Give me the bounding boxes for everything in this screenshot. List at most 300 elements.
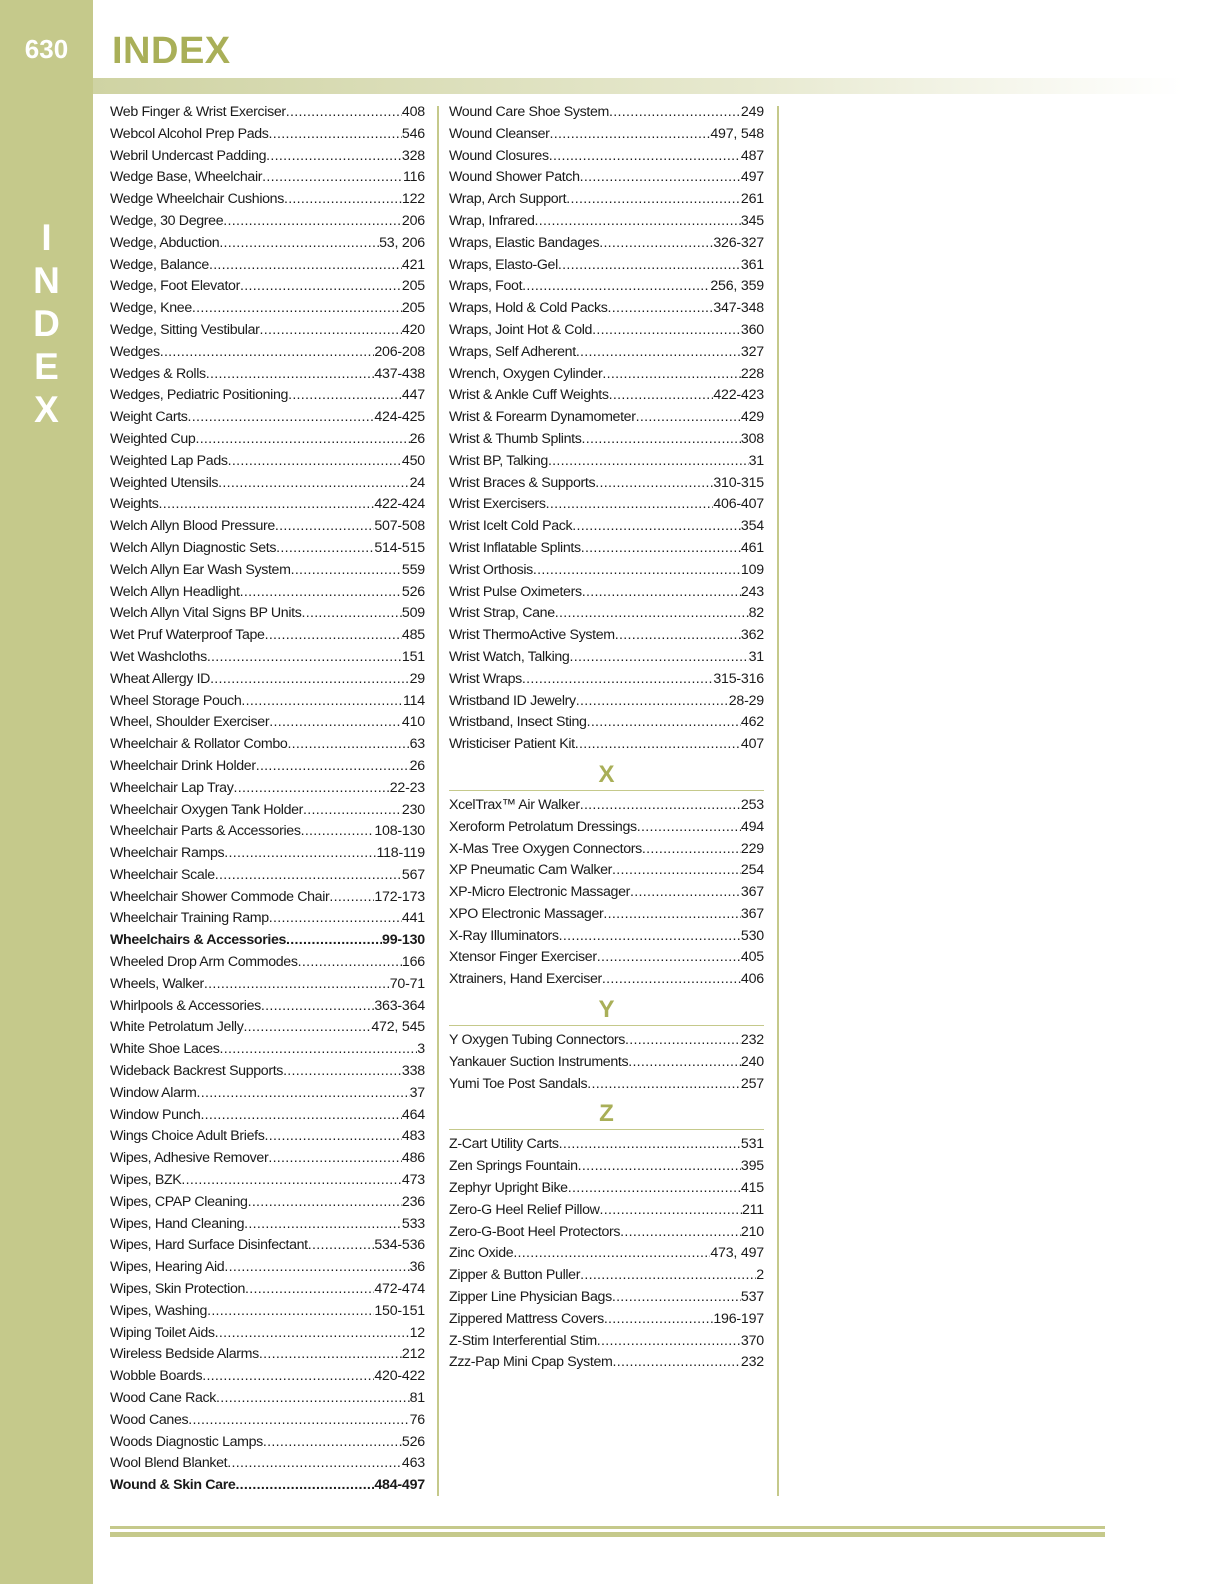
entry-page: 166 bbox=[401, 954, 425, 971]
dot-leader bbox=[256, 758, 410, 774]
entry-name: Webril Undercast Padding bbox=[110, 147, 267, 164]
index-column-2 bbox=[449, 104, 764, 1376]
entry-page: 31 bbox=[748, 452, 764, 469]
entry-page: 395 bbox=[740, 1158, 764, 1175]
index-entry bbox=[449, 584, 764, 606]
entry-name: Wipes, Skin Protection bbox=[110, 1281, 246, 1298]
entry-name: Wood Cane Rack bbox=[110, 1390, 217, 1407]
entry-page: 546 bbox=[401, 125, 425, 142]
index-entry bbox=[449, 671, 764, 693]
entry-name: Wood Canes bbox=[110, 1411, 189, 1428]
dot-leader bbox=[301, 605, 401, 621]
dot-leader bbox=[533, 562, 741, 578]
dot-leader bbox=[615, 627, 741, 643]
entry-name: Wrist Icelt Cold Pack bbox=[449, 518, 573, 535]
entry-page: 473, 497 bbox=[710, 1245, 764, 1262]
index-entry bbox=[449, 714, 764, 736]
entry-name: Weighted Cup bbox=[110, 430, 196, 447]
entry-page: 485 bbox=[401, 627, 425, 644]
entry-name: Wraps, Elastic Bandages bbox=[449, 234, 600, 251]
entry-page: 150-151 bbox=[374, 1302, 425, 1319]
entry-page: 63 bbox=[409, 736, 425, 753]
entry-name: Zephyr Upright Bike bbox=[449, 1180, 568, 1197]
entry-page: 567 bbox=[401, 866, 425, 883]
index-entry bbox=[110, 344, 425, 366]
index-entry bbox=[110, 1303, 425, 1325]
entry-page: 472, 545 bbox=[371, 1019, 425, 1036]
dot-leader bbox=[269, 714, 402, 730]
index-entry bbox=[449, 841, 764, 863]
entry-page: 406-407 bbox=[713, 496, 764, 513]
dot-leader bbox=[235, 1477, 374, 1493]
entry-name: Zippered Mattress Covers bbox=[449, 1310, 604, 1327]
dot-leader bbox=[215, 867, 402, 883]
dot-leader bbox=[204, 976, 390, 992]
entry-name: Wool Blend Blanket bbox=[110, 1455, 228, 1472]
index-entry bbox=[110, 1325, 425, 1347]
entry-page: 257 bbox=[740, 1075, 764, 1092]
entry-name: Wedge, Sitting Vestibular bbox=[110, 321, 260, 338]
dot-leader bbox=[227, 1455, 402, 1471]
index-entry bbox=[110, 1434, 425, 1456]
entry-name: Yankauer Suction Instruments bbox=[449, 1053, 629, 1070]
entry-page: 537 bbox=[740, 1289, 764, 1306]
dot-leader bbox=[223, 213, 402, 229]
index-entry bbox=[110, 649, 425, 671]
dot-leader bbox=[550, 126, 711, 142]
dot-leader bbox=[207, 649, 402, 665]
index-entry bbox=[110, 1412, 425, 1434]
index-entry bbox=[110, 627, 425, 649]
entry-name: Wedge Wheelchair Cushions bbox=[110, 191, 284, 208]
dot-leader bbox=[301, 823, 375, 839]
index-entry bbox=[110, 453, 425, 475]
dot-leader bbox=[609, 104, 741, 120]
entry-name: Weights bbox=[110, 496, 159, 513]
dot-leader bbox=[264, 1128, 401, 1144]
index-entry bbox=[449, 1136, 764, 1158]
dot-leader bbox=[188, 1412, 409, 1428]
entry-name: Xtensor Finger Exerciser bbox=[449, 949, 597, 966]
index-entry bbox=[110, 1107, 425, 1129]
dot-leader bbox=[612, 862, 741, 878]
index-entry bbox=[110, 235, 425, 257]
entry-name: White Petrolatum Jelly bbox=[110, 1019, 244, 1036]
dot-leader bbox=[576, 693, 729, 709]
index-entry bbox=[110, 366, 425, 388]
index-entry bbox=[449, 453, 764, 475]
entry-page: 422-424 bbox=[374, 496, 425, 513]
index-entry bbox=[110, 584, 425, 606]
side-letter: E bbox=[34, 346, 59, 387]
entry-page: 347-348 bbox=[713, 300, 764, 317]
dot-leader bbox=[224, 845, 376, 861]
dot-leader bbox=[603, 906, 741, 922]
entry-name: Wrist Orthosis bbox=[449, 561, 533, 578]
index-entry bbox=[449, 235, 764, 257]
dot-leader bbox=[522, 278, 710, 294]
dot-leader bbox=[558, 257, 741, 273]
entry-name: Wipes, CPAP Cleaning bbox=[110, 1193, 248, 1210]
index-entry bbox=[110, 518, 425, 540]
dot-leader bbox=[286, 932, 382, 948]
entry-name: Zzz-Pap Mini Cpap System bbox=[449, 1354, 613, 1371]
dot-leader bbox=[642, 841, 741, 857]
index-entry bbox=[110, 867, 425, 889]
entry-name: Wedge, 30 Degree bbox=[110, 212, 224, 229]
entry-page: 447 bbox=[401, 387, 425, 404]
index-entry bbox=[110, 714, 425, 736]
entry-name: Wireless Bedside Alarms bbox=[110, 1346, 259, 1363]
index-entry bbox=[110, 1041, 425, 1063]
entry-page: 494 bbox=[740, 818, 764, 835]
entry-name: Wet Pruf Waterproof Tape bbox=[110, 627, 265, 644]
entry-page: 363-364 bbox=[374, 997, 425, 1014]
index-entry bbox=[449, 884, 764, 906]
index-entry bbox=[110, 1281, 425, 1303]
entry-name: Wheelchairs & Accessories bbox=[110, 932, 287, 949]
entry-page: 326-327 bbox=[713, 234, 764, 251]
dot-leader bbox=[241, 693, 403, 709]
index-entry bbox=[110, 409, 425, 431]
side-letter: D bbox=[33, 303, 60, 344]
entry-page: 420-422 bbox=[374, 1368, 425, 1385]
dot-leader bbox=[298, 954, 402, 970]
entry-page: 437-438 bbox=[374, 365, 425, 382]
entry-name: Y Oxygen Tubing Connectors bbox=[449, 1032, 625, 1049]
entry-page: 108-130 bbox=[374, 823, 425, 840]
entry-name: Z-Stim Interferential Stim bbox=[449, 1332, 597, 1349]
index-entry bbox=[110, 671, 425, 693]
entry-name: Welch Allyn Blood Pressure bbox=[110, 518, 275, 535]
entry-name: Wheelchair Shower Commode Chair bbox=[110, 888, 330, 905]
entry-name: Wheelchair & Rollator Combo bbox=[110, 736, 288, 753]
dot-leader bbox=[266, 148, 402, 164]
entry-page: 531 bbox=[740, 1136, 764, 1153]
dot-leader bbox=[216, 1390, 410, 1406]
index-entry bbox=[449, 949, 764, 971]
index-entry bbox=[449, 1076, 764, 1098]
entry-page: 232 bbox=[740, 1354, 764, 1371]
entry-name: Wrench, Oxygen Cylinder bbox=[449, 365, 603, 382]
entry-page: 345 bbox=[740, 212, 764, 229]
index-entry bbox=[110, 191, 425, 213]
page-title: INDEX bbox=[112, 30, 231, 72]
entry-name: Webcol Alcohol Prep Pads bbox=[110, 125, 269, 142]
dot-leader bbox=[581, 540, 741, 556]
entry-name: Wipes, Adhesive Remover bbox=[110, 1150, 269, 1167]
dot-leader bbox=[612, 1354, 740, 1370]
entry-page: 205 bbox=[401, 300, 425, 317]
index-entry bbox=[449, 971, 764, 993]
entry-name: Wrist ThermoActive System bbox=[449, 627, 615, 644]
index-entry bbox=[110, 148, 425, 170]
entry-page: 229 bbox=[740, 840, 764, 857]
entry-page: 461 bbox=[740, 539, 764, 556]
entry-page: 99-130 bbox=[382, 932, 425, 949]
entry-name: Wrist BP, Talking bbox=[449, 452, 548, 469]
index-entry bbox=[449, 278, 764, 300]
entry-name: Wipes, Hard Surface Disinfectant bbox=[110, 1237, 308, 1254]
entry-name: Wideback Backrest Supports bbox=[110, 1063, 284, 1080]
entry-page: 473 bbox=[401, 1172, 425, 1189]
entry-name: Zipper & Button Puller bbox=[449, 1267, 581, 1284]
dot-leader bbox=[555, 605, 749, 621]
entry-name: Wet Washcloths bbox=[110, 648, 207, 665]
index-entry bbox=[449, 409, 764, 431]
entry-name: White Shoe Laces bbox=[110, 1041, 220, 1058]
dot-leader bbox=[572, 518, 741, 534]
dot-leader bbox=[587, 714, 741, 730]
index-entry bbox=[449, 736, 764, 758]
index-entry bbox=[110, 1237, 425, 1259]
dot-leader bbox=[269, 126, 402, 142]
index-entry bbox=[449, 518, 764, 540]
entry-page: 151 bbox=[401, 648, 425, 665]
dot-leader bbox=[578, 1158, 741, 1174]
index-entry bbox=[449, 191, 764, 213]
entry-name: Wristband, Insect Sting bbox=[449, 714, 587, 731]
dot-leader bbox=[263, 1434, 402, 1450]
entry-name: Wrist Inflatable Splints bbox=[449, 539, 581, 556]
entry-page: 415 bbox=[740, 1180, 764, 1197]
entry-name: Window Punch bbox=[110, 1106, 201, 1123]
dot-leader bbox=[224, 1259, 409, 1275]
entry-name: Wrist & Ankle Cuff Weights bbox=[449, 387, 609, 404]
entry-name: Wristband ID Jewelry bbox=[449, 692, 576, 709]
index-entry bbox=[110, 475, 425, 497]
entry-page: 28-29 bbox=[728, 692, 764, 709]
entry-name: Wheelchair Training Ramp bbox=[110, 910, 269, 927]
dot-leader bbox=[628, 1054, 741, 1070]
entry-name: Wheeled Drop Arm Commodes bbox=[110, 954, 298, 971]
index-entry bbox=[449, 1333, 764, 1355]
entry-page: 408 bbox=[401, 104, 425, 120]
index-entry bbox=[110, 1390, 425, 1412]
dot-leader bbox=[192, 300, 402, 316]
entry-name: Wound Cleanser bbox=[449, 125, 550, 142]
entry-page: 76 bbox=[409, 1411, 425, 1428]
index-entry bbox=[449, 693, 764, 715]
entry-page: 530 bbox=[740, 927, 764, 944]
index-entry bbox=[449, 649, 764, 671]
dot-leader bbox=[609, 387, 714, 403]
entry-page: 81 bbox=[409, 1390, 425, 1407]
entry-page: 205 bbox=[401, 278, 425, 295]
entry-page: 360 bbox=[740, 321, 764, 338]
dot-leader bbox=[275, 518, 374, 534]
dot-leader bbox=[219, 235, 379, 251]
entry-page: 196-197 bbox=[713, 1310, 764, 1327]
dot-leader bbox=[268, 1150, 402, 1166]
entry-name: Woods Diagnostic Lamps bbox=[110, 1433, 263, 1450]
dot-leader bbox=[546, 496, 714, 512]
index-entry bbox=[449, 104, 764, 126]
dot-leader bbox=[636, 409, 741, 425]
entry-name: Window Alarm bbox=[110, 1084, 197, 1101]
entry-page: 407 bbox=[740, 736, 764, 753]
index-entry bbox=[110, 736, 425, 758]
entry-name: Wraps, Joint Hot & Cold bbox=[449, 321, 593, 338]
entry-page: 464 bbox=[401, 1106, 425, 1123]
index-entry bbox=[110, 169, 425, 191]
section-letter-heading: Y bbox=[598, 996, 615, 1024]
dot-leader bbox=[220, 1041, 418, 1057]
side-index-letters bbox=[0, 216, 93, 431]
dot-leader bbox=[200, 1107, 401, 1123]
index-entry bbox=[110, 278, 425, 300]
entry-page: 24 bbox=[409, 474, 425, 491]
entry-page: 354 bbox=[740, 518, 764, 535]
index-entry bbox=[110, 1216, 425, 1238]
entry-page: 462 bbox=[740, 714, 764, 731]
entry-name: Weight Carts bbox=[110, 409, 188, 426]
entry-name: Wraps, Hold & Cold Packs bbox=[449, 300, 608, 317]
entry-page: 82 bbox=[748, 605, 764, 622]
entry-page: 310-315 bbox=[713, 474, 764, 491]
entry-name: Wound Care Shoe System bbox=[449, 104, 610, 120]
dot-leader bbox=[580, 797, 741, 813]
entry-name: XP-Micro Electronic Massager bbox=[449, 884, 630, 901]
dot-leader bbox=[260, 322, 402, 338]
dot-leader bbox=[559, 1136, 741, 1152]
index-entry bbox=[449, 906, 764, 928]
dot-leader bbox=[548, 453, 749, 469]
index-entry bbox=[449, 475, 764, 497]
index-entry bbox=[110, 126, 425, 148]
index-entry bbox=[449, 1267, 764, 1289]
index-entry bbox=[449, 1180, 764, 1202]
entry-name: Welch Allyn Diagnostic Sets bbox=[110, 539, 277, 556]
entry-page: 114 bbox=[402, 692, 425, 709]
dot-leader bbox=[608, 300, 714, 316]
dot-leader bbox=[597, 1333, 741, 1349]
entry-page: 487 bbox=[740, 147, 764, 164]
index-entry bbox=[449, 387, 764, 409]
entry-name: Weighted Utensils bbox=[110, 474, 219, 491]
entry-page: 118-119 bbox=[376, 845, 425, 862]
entry-name: Wiping Toilet Aids bbox=[110, 1324, 215, 1341]
section-rule bbox=[449, 1025, 764, 1026]
dot-leader bbox=[604, 1311, 714, 1327]
entry-page: 53, 206 bbox=[379, 234, 425, 251]
index-entry bbox=[449, 257, 764, 279]
dot-leader bbox=[181, 1172, 402, 1188]
index-entry bbox=[449, 1354, 764, 1376]
dot-leader bbox=[600, 1202, 742, 1218]
entry-name: Wheel, Shoulder Exerciser bbox=[110, 714, 270, 731]
dot-leader bbox=[612, 1289, 741, 1305]
entry-page: 472-474 bbox=[374, 1281, 425, 1298]
dot-leader bbox=[210, 671, 410, 687]
dot-leader bbox=[291, 562, 402, 578]
column-divider bbox=[437, 106, 439, 1496]
index-entry bbox=[449, 1054, 764, 1076]
side-letter: N bbox=[33, 260, 60, 301]
dot-leader bbox=[308, 1237, 375, 1253]
index-entry bbox=[449, 1158, 764, 1180]
dot-leader bbox=[196, 1085, 409, 1101]
index-entry bbox=[449, 1245, 764, 1267]
entry-page: 410 bbox=[401, 714, 425, 731]
dot-leader bbox=[581, 431, 740, 447]
side-tab bbox=[0, 0, 93, 1584]
dot-leader bbox=[244, 1216, 402, 1232]
entry-page: 406 bbox=[740, 971, 764, 988]
dot-leader bbox=[637, 819, 741, 835]
entry-name: Xeroform Petrolatum Dressings bbox=[449, 818, 637, 835]
entry-name: Z-Cart Utility Carts bbox=[449, 1136, 559, 1153]
entry-name: Zipper Line Physician Bags bbox=[449, 1289, 612, 1306]
entry-name: Wheels, Walker bbox=[110, 975, 204, 992]
entry-page: 109 bbox=[740, 561, 764, 578]
entry-page: 526 bbox=[401, 1433, 425, 1450]
index-entry bbox=[110, 1455, 425, 1477]
entry-page: 559 bbox=[401, 561, 425, 578]
index-entry bbox=[110, 431, 425, 453]
entry-name: Welch Allyn Vital Signs BP Units bbox=[110, 605, 302, 622]
index-entry bbox=[110, 780, 425, 802]
entry-page: 338 bbox=[401, 1063, 425, 1080]
entry-name: Wrap, Infrared bbox=[449, 212, 535, 229]
entry-name: Wristiciser Patient Kit bbox=[449, 736, 575, 753]
entry-name: Wheel Storage Pouch bbox=[110, 692, 242, 709]
entry-page: 116 bbox=[402, 169, 425, 186]
entry-page: 211 bbox=[741, 1201, 764, 1218]
entry-name: Wedges bbox=[110, 343, 160, 360]
dot-leader bbox=[522, 671, 713, 687]
entry-name: Wound Shower Patch bbox=[449, 169, 580, 186]
entry-name: Wrist & Thumb Splints bbox=[449, 430, 582, 447]
entry-name: Zen Springs Fountain bbox=[449, 1158, 578, 1175]
dot-leader bbox=[228, 453, 402, 469]
entry-page: 370 bbox=[740, 1332, 764, 1349]
entry-page: 29 bbox=[409, 670, 425, 687]
entry-name: Weighted Lap Pads bbox=[110, 452, 228, 469]
dot-leader bbox=[233, 780, 389, 796]
index-entry bbox=[110, 998, 425, 1020]
entry-name: XPO Electronic Massager bbox=[449, 905, 604, 922]
dot-leader bbox=[288, 387, 402, 403]
footer-rule bbox=[110, 1526, 1105, 1529]
dot-leader bbox=[265, 627, 402, 643]
entry-page: 210 bbox=[740, 1223, 764, 1240]
index-entry bbox=[449, 431, 764, 453]
entry-page: 26 bbox=[409, 430, 425, 447]
index-entry bbox=[449, 1289, 764, 1311]
dot-leader bbox=[215, 1325, 410, 1341]
index-entry bbox=[449, 344, 764, 366]
entry-name: Wedges, Pediatric Positioning bbox=[110, 387, 289, 404]
entry-page: 450 bbox=[401, 452, 425, 469]
dot-leader bbox=[240, 584, 402, 600]
entry-page: 249 bbox=[740, 104, 764, 120]
dot-leader bbox=[559, 928, 741, 944]
entry-name: Wipes, BZK bbox=[110, 1172, 182, 1189]
entry-page: 463 bbox=[401, 1455, 425, 1472]
entry-page: 484-497 bbox=[374, 1477, 425, 1494]
entry-name: Wrap, Arch Support bbox=[449, 191, 567, 208]
entry-page: 497 bbox=[740, 169, 764, 186]
index-entry bbox=[449, 366, 764, 388]
entry-name: Wraps, Self Adherent bbox=[449, 343, 576, 360]
dot-leader bbox=[262, 169, 403, 185]
entry-name: Wheelchair Ramps bbox=[110, 845, 225, 862]
entry-name: Wheelchair Oxygen Tank Holder bbox=[110, 801, 304, 818]
dot-leader bbox=[625, 1032, 741, 1048]
index-entry bbox=[449, 1311, 764, 1333]
entry-page: 261 bbox=[740, 191, 764, 208]
